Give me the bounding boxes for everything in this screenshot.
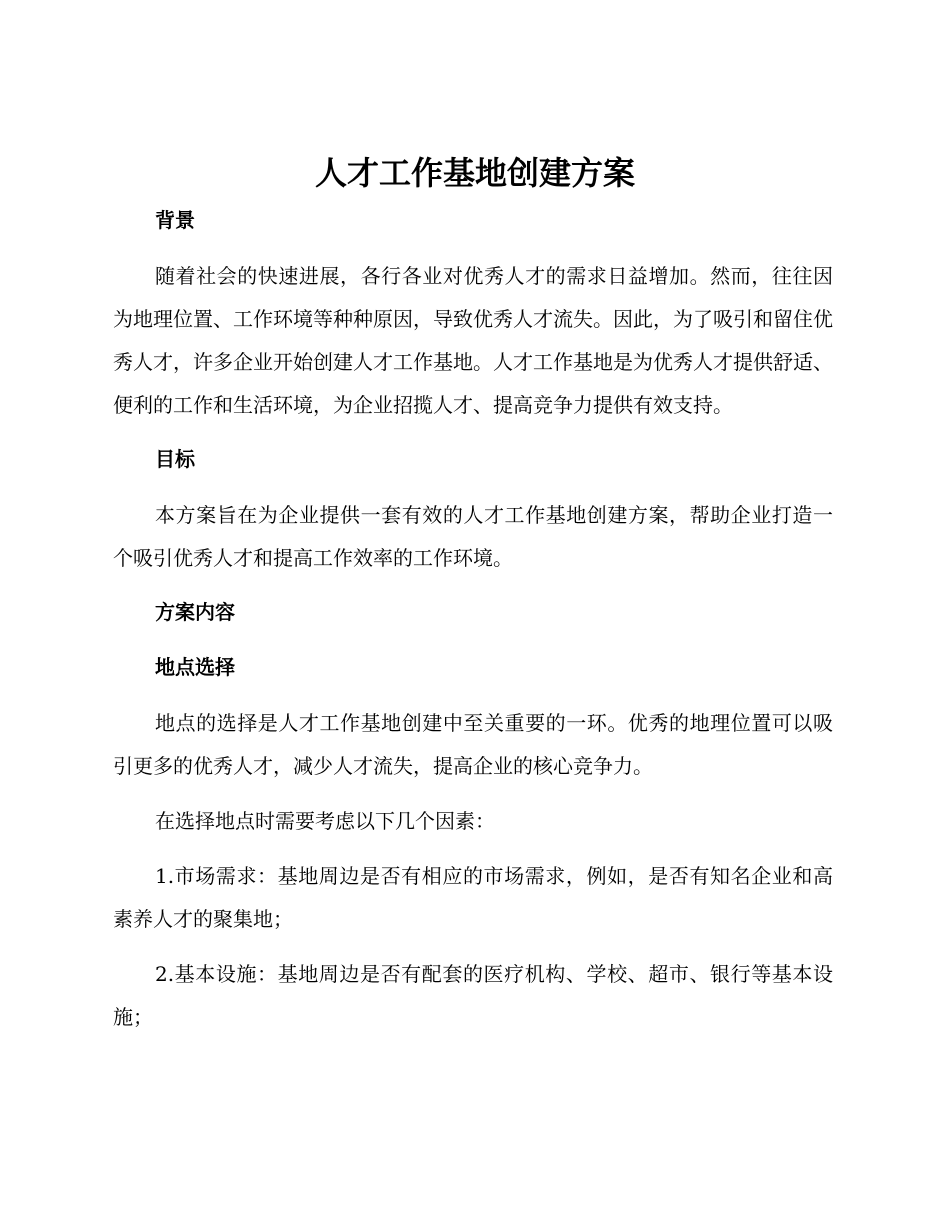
section-heading-goal: 目标 — [155, 447, 195, 471]
document-body — [113, 200, 833, 1051]
section-heading-location: 地点选择 — [155, 655, 235, 679]
document-title: 人才工作基地创建方案 — [314, 154, 635, 192]
background-paragraph: 随着社会的快速进展，各行各业对优秀人才的需求日益增加。然而，往往因为地理位置、工作环境等种种原因，导致优秀人才流失。因此，为了吸引和留住优秀人才，许多企业开始创建人才工作基地。人才工作基地是为优秀人才提供舒适、便利的工作和生活环境，为企业招揽人才、提高竞争力提供有效支持。 — [113, 264, 833, 417]
location-factor-basic-facilities: 2.基本设施：基地周边是否有配套的医疗机构、学校、超市、银行等基本设施； — [113, 962, 833, 1029]
location-paragraph-factors: 在选择地点时需要考虑以下几个因素： — [155, 809, 495, 833]
location-factor-market-demand: 1.市场需求：基地周边是否有相应的市场需求，例如，是否有知名企业和高素养人才的聚集地； — [113, 864, 833, 931]
section-heading-background: 背景 — [155, 208, 195, 232]
goal-paragraph: 本方案旨在为企业提供一套有效的人才工作基地创建方案，帮助企业打造一个吸引优秀人才和提高工作效率的工作环境。 — [113, 503, 833, 570]
section-heading-plan: 方案内容 — [155, 600, 235, 624]
location-paragraph-intro: 地点的选择是人才工作基地创建中至关重要的一环。优秀的地理位置可以吸引更多的优秀人才，减少人才流失，提高企业的核心竞争力。 — [113, 711, 833, 778]
